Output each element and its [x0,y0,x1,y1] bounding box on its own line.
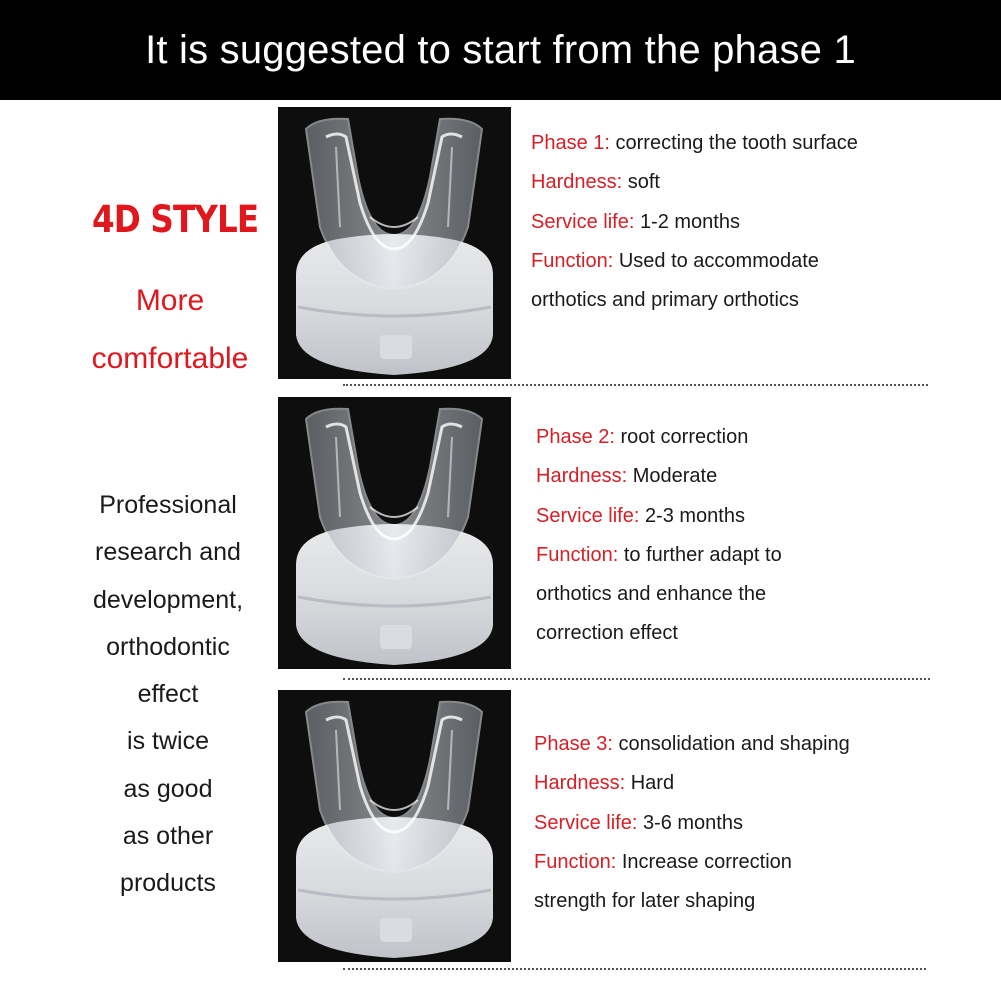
function-value: to further adapt to [623,543,782,566]
description-line: orthodontic [106,632,230,661]
phase-value: consolidation and shaping [618,733,850,755]
phase-1-info [531,124,858,320]
service-life-label: Service life: [536,504,640,527]
function-label: Function: [536,543,619,566]
hardness-label: Hardness: [534,772,626,795]
service-life-value: 3-6 months [642,811,743,834]
mouthguard-icon [278,690,511,962]
side-description [58,482,278,908]
phase-2-info [536,418,782,654]
phase-label: Phase 1: [531,132,610,154]
service-life-label: Service life: [534,811,638,834]
function-value: Increase correction [621,850,792,873]
service-life-label: Service life: [531,210,635,233]
function-continued: correction effect [536,622,678,645]
tagline-line: comfortable [91,342,249,375]
service-life-value: 2-3 months [644,504,745,527]
phase-2-product-image [278,397,511,669]
description-line: effect [137,680,199,709]
function-continued: orthotics and primary orthotics [531,289,799,312]
section-divider [343,384,928,386]
phase-value: root correction [620,426,749,448]
phase-1-product-image [278,107,511,379]
description-line: as other [122,822,214,851]
description-line: products [120,869,216,898]
mouthguard-icon [278,397,511,669]
description-line: development, [92,585,244,614]
function-label: Function: [534,850,617,873]
description-line: as good [123,774,213,803]
description-line: is twice [127,727,209,756]
function-continued: strength for later shaping [534,890,756,913]
hardness-label: Hardness: [536,465,628,488]
phase-3-product-image [278,690,511,962]
hardness-value: soft [627,171,660,194]
brand-title: 4D STYLE [92,198,259,241]
function-label: Function: [531,249,614,272]
phase-label: Phase 2: [536,426,615,448]
description-line: research and [95,538,241,567]
phase-3-info [534,725,850,921]
phase-value: correcting the tooth surface [615,132,858,154]
function-continued: orthotics and enhance the [536,583,767,606]
function-value: Used to accommodate [618,249,819,272]
section-divider [343,968,926,970]
mouthguard-icon [278,107,511,379]
hardness-label: Hardness: [531,171,623,194]
hardness-value: Hard [630,772,675,795]
hardness-value: Moderate [632,465,718,488]
tagline [60,272,280,388]
tagline-line: More [135,284,205,317]
top-banner [0,0,1001,100]
banner-title: It is suggested to start from the phase 1 [145,27,856,72]
section-divider [343,678,930,680]
description-line: Professional [99,491,237,519]
phase-label: Phase 3: [534,733,613,755]
service-life-value: 1-2 months [639,210,740,233]
